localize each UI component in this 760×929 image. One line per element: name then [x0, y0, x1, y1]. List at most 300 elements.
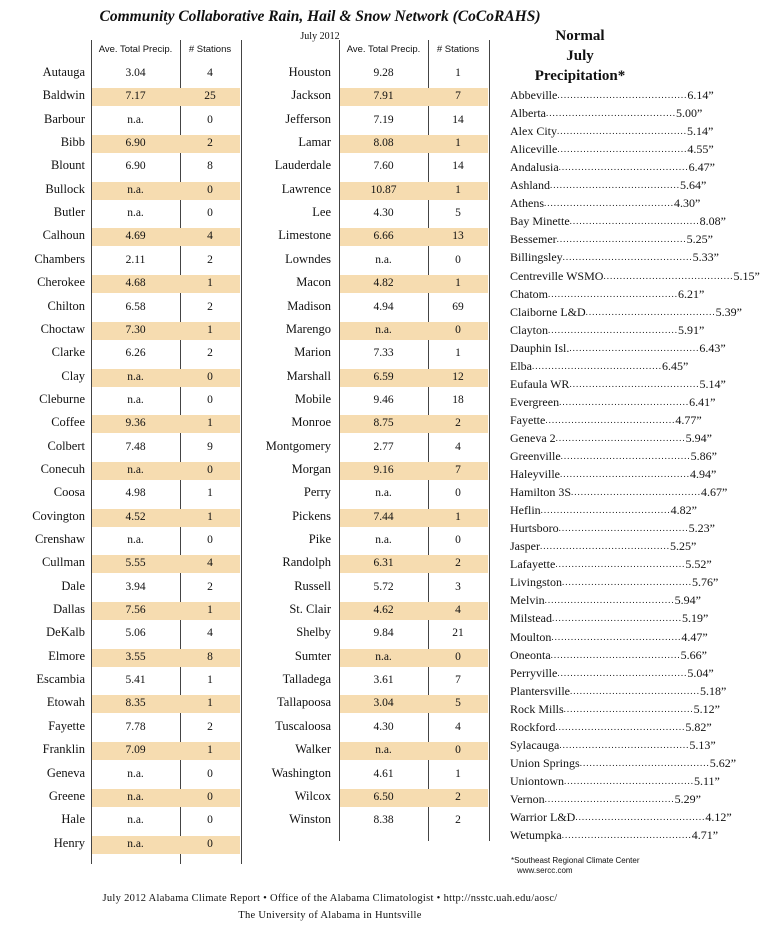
county-name: Jefferson — [285, 111, 331, 126]
county-precip: 3.55 — [125, 650, 146, 663]
county-stations: 0 — [455, 650, 461, 663]
county-name: Lawrence — [281, 181, 331, 196]
county-stations: 1 — [455, 183, 461, 196]
normal-station-row — [510, 503, 697, 518]
dot-leader: ........................................ — [561, 830, 692, 841]
county-name: Jackson — [291, 88, 331, 103]
county-precip: 5.41 — [125, 674, 146, 687]
normal-station-row — [510, 214, 726, 229]
county-precip: 7.48 — [125, 440, 146, 453]
county-stations: 2 — [455, 557, 461, 570]
county-name: Blount — [50, 158, 85, 173]
dot-leader: ........................................ — [558, 523, 689, 534]
county-name: Tallapoosa — [277, 695, 331, 710]
normal-station-value: 5.14” — [687, 124, 714, 139]
county-stations: 0 — [455, 253, 461, 266]
county-stations: 1 — [207, 323, 213, 336]
county-stations: 0 — [207, 767, 213, 780]
county-precip: 4.69 — [125, 230, 146, 243]
normal-station-row — [510, 124, 714, 139]
county-precip: 5.55 — [125, 557, 146, 570]
page-subtitle: July 2012 — [300, 31, 340, 42]
county-name: DeKalb — [46, 625, 85, 640]
county-stations: 0 — [207, 790, 213, 803]
normal-station-name: Vernon — [510, 791, 545, 806]
county-precip: 3.94 — [125, 580, 146, 593]
normal-station-name: Ashland — [510, 178, 550, 193]
dot-leader: ........................................ — [569, 216, 700, 227]
dot-leader: ........................................ — [552, 613, 682, 624]
normal-station-value: 6.47” — [688, 160, 715, 175]
county-precip: 7.30 — [125, 323, 146, 336]
normal-station-row — [510, 232, 713, 247]
normal-station-row — [510, 539, 697, 554]
normal-station-name: Lafayette — [510, 557, 556, 572]
county-stations: 1 — [455, 67, 461, 79]
county-precip: 6.90 — [125, 137, 146, 150]
county-stations: 0 — [207, 370, 213, 383]
normal-station-name: Greenville — [510, 449, 561, 463]
county-name: Autauga — [42, 65, 85, 79]
normal-station-value: 5.33” — [692, 250, 719, 265]
county-precip: 4.98 — [125, 487, 146, 500]
county-precip: n.a. — [375, 744, 392, 757]
normal-station-row — [510, 178, 707, 193]
normal-station-name: Melvin — [510, 593, 545, 608]
normal-station-value: 5.18” — [700, 683, 727, 698]
normal-station-row — [510, 250, 719, 265]
normal-station-name: Elba — [510, 358, 532, 373]
county-name: Walker — [295, 742, 331, 757]
dot-leader: ........................................ — [569, 342, 700, 353]
county-stations: 4 — [207, 557, 213, 570]
normal-heading-line3: Precipitation* — [534, 68, 626, 84]
county-precip: 4.68 — [125, 277, 146, 290]
county-stations: 0 — [207, 393, 213, 406]
dot-leader: ........................................ — [562, 577, 693, 588]
county-stations: 13 — [452, 230, 464, 243]
county-name: Marengo — [285, 321, 331, 336]
normal-station-row — [510, 322, 705, 338]
county-precip: 7.09 — [125, 744, 146, 757]
county-precip: 7.33 — [373, 347, 394, 360]
county-precip: 7.17 — [125, 90, 146, 103]
footer-line2: The University of Alabama in Huntsville — [238, 910, 422, 921]
normal-station-value: 4.82” — [670, 503, 697, 518]
normal-station-name: Alberta — [510, 106, 546, 121]
county-stations: 0 — [455, 744, 461, 757]
county-precip: 9.16 — [373, 463, 394, 476]
normal-station-row — [510, 557, 712, 572]
normal-station-value: 5.12” — [693, 701, 720, 716]
county-stations: 1 — [455, 767, 461, 780]
normal-station-row — [510, 485, 728, 500]
county-precip: n.a. — [127, 767, 144, 780]
county-stations: 21 — [452, 627, 464, 640]
dot-leader: ........................................ — [550, 649, 681, 660]
county-precip: 6.90 — [125, 160, 146, 173]
county-precip: n.a. — [127, 814, 144, 827]
normal-station-row — [510, 810, 732, 825]
county-precip: 4.61 — [373, 767, 394, 780]
normal-station-row — [510, 88, 714, 103]
footer-line1: July 2012 Alabama Climate Report • Office of the Alabama Climatologist • http://nsstc.uah.edu/aosc/ — [102, 893, 558, 904]
county-precip: n.a. — [375, 253, 392, 266]
county-name: Mobile — [294, 391, 331, 406]
county-precip: 9.28 — [373, 67, 394, 79]
county-name: Clarke — [51, 345, 85, 360]
normal-station-value: 5.19” — [682, 611, 709, 626]
normal-station-name: Abbeville — [510, 88, 558, 102]
county-stations: 5 — [455, 207, 461, 220]
normal-station-value: 5.76” — [692, 575, 719, 590]
county-precip: n.a. — [375, 650, 392, 663]
county-stations: 7 — [455, 674, 461, 687]
county-stations: 0 — [207, 534, 213, 546]
county-stations: 69 — [452, 300, 464, 313]
county-name: Randolph — [282, 555, 331, 570]
county-name: Marion — [294, 345, 331, 360]
normal-station-name: Rock Mills — [510, 701, 564, 716]
dot-leader: ........................................ — [564, 775, 694, 786]
county-stations: 0 — [207, 463, 213, 476]
normal-station-value: 4.30” — [674, 196, 701, 211]
normal-station-value: 5.39” — [715, 304, 742, 319]
county-name: Fayette — [48, 718, 85, 733]
normal-station-row — [510, 160, 715, 175]
county-stations: 14 — [452, 113, 464, 126]
normal-station-name: Hamilton 3S — [510, 485, 572, 500]
dot-leader: ........................................ — [548, 288, 678, 299]
county-precip: 7.60 — [373, 160, 394, 173]
county-precip: 8.75 — [373, 417, 394, 430]
dot-leader: ........................................ — [555, 432, 686, 443]
county-stations: 1 — [207, 604, 213, 617]
normal-station-value: 5.91” — [678, 322, 705, 337]
normal-heading-line1: Normal — [555, 28, 605, 44]
dot-leader: ........................................ — [562, 252, 693, 263]
county-name: Elmore — [48, 648, 85, 663]
page-title: Community Collaborative Rain, Hail & Snow Network (CoCoRAHS) — [99, 8, 541, 25]
normal-station-value: 5.11” — [694, 773, 720, 788]
county-stations: 2 — [455, 790, 461, 803]
normal-station-value: 5.62” — [709, 755, 737, 770]
county-precip: n.a. — [127, 393, 144, 406]
normal-station-value: 6.41” — [689, 394, 716, 409]
normal-station-name: Claiborne L&D — [510, 304, 586, 319]
stations-column-header: # Stations — [436, 44, 480, 55]
normal-station-name: Warrior L&D — [510, 810, 576, 824]
normal-station-value: 5.86” — [690, 449, 717, 463]
county-name: Wilcox — [294, 788, 331, 803]
dot-leader: ........................................ — [575, 812, 706, 822]
county-precip: 4.52 — [125, 510, 146, 523]
county-stations: 2 — [207, 253, 213, 266]
county-name: Limestone — [278, 228, 331, 243]
county-stations: 4 — [207, 627, 213, 640]
county-stations: 3 — [455, 580, 461, 593]
normal-station-name: Haleyville — [510, 467, 560, 482]
county-precip: 4.82 — [373, 277, 394, 290]
normal-station-name: Oneonta — [510, 647, 551, 662]
county-name: Escambia — [36, 672, 85, 687]
normal-station-name: Hurtsboro — [510, 521, 559, 536]
normal-station-name: Livingston — [510, 575, 563, 590]
normal-station-name: Clayton — [510, 322, 548, 337]
county-stations: 8 — [207, 160, 213, 173]
normal-station-row — [510, 701, 720, 717]
county-stations: 7 — [455, 90, 461, 103]
normal-station-row — [510, 719, 712, 735]
dot-leader: ........................................ — [557, 90, 688, 100]
county-stations: 2 — [207, 720, 213, 733]
county-precip: 9.84 — [373, 627, 394, 640]
footnote-url: www.sercc.com — [517, 866, 573, 875]
county-name: Marshall — [286, 368, 331, 383]
normal-station-value: 5.14” — [699, 376, 726, 391]
county-stations: 5 — [455, 697, 461, 710]
normal-station-row — [510, 412, 702, 428]
county-stations: 4 — [207, 230, 213, 243]
county-name: Pike — [308, 532, 331, 546]
county-precip: 6.31 — [373, 557, 394, 570]
normal-station-row — [510, 286, 705, 302]
normal-station-value: 6.45” — [662, 358, 689, 373]
stations-column-header: # Stations — [188, 44, 232, 55]
normal-station-row — [510, 521, 715, 536]
county-stations: 0 — [455, 323, 461, 336]
county-stations: 2 — [207, 137, 213, 150]
dot-leader: ........................................ — [558, 162, 689, 173]
dot-leader: ........................................ — [548, 324, 678, 335]
normal-station-value: 6.14” — [687, 88, 714, 102]
county-name: Monroe — [291, 415, 331, 430]
normal-station-value: 5.94” — [685, 430, 712, 445]
normal-station-row — [510, 358, 689, 374]
county-precip: 2.11 — [125, 253, 146, 266]
county-precip: n.a. — [127, 790, 144, 803]
county-precip: 7.44 — [373, 510, 394, 523]
county-precip: 9.46 — [373, 393, 394, 406]
county-stations: 1 — [207, 277, 213, 290]
normal-station-value: 4.94” — [689, 467, 717, 482]
normal-station-row — [510, 430, 712, 446]
county-precip: 8.38 — [373, 814, 394, 827]
normal-station-value: 5.66” — [680, 647, 707, 662]
normal-station-name: Sylacauga — [510, 737, 560, 752]
county-name: Butler — [53, 205, 85, 220]
normal-station-name: Chatom — [510, 286, 548, 301]
county-name: Dallas — [53, 602, 85, 617]
county-stations: 8 — [207, 650, 213, 663]
county-precip: n.a. — [127, 463, 144, 476]
county-stations: 1 — [455, 277, 461, 290]
dot-leader: ........................................ — [540, 541, 670, 552]
county-precip: 5.72 — [373, 580, 394, 593]
county-stations: 1 — [207, 417, 213, 430]
dot-leader: ........................................ — [556, 234, 687, 245]
normal-station-row — [510, 376, 726, 392]
county-name: Shelby — [296, 625, 331, 640]
county-name: Madison — [287, 298, 331, 313]
county-name: Lowndes — [285, 251, 331, 266]
county-name: Chilton — [47, 298, 85, 313]
normal-station-name: Union Springs — [510, 755, 580, 770]
county-name: Baldwin — [42, 88, 85, 103]
county-precip: 3.61 — [373, 674, 394, 687]
normal-station-name: Wetumpka — [510, 828, 562, 843]
county-stations: 9 — [207, 440, 213, 453]
county-stations: 25 — [204, 90, 216, 103]
normal-station-value: 5.25” — [686, 232, 713, 247]
county-precip: 6.59 — [373, 370, 394, 383]
footnote — [511, 856, 640, 876]
county-stations: 0 — [207, 814, 213, 827]
county-precip: 7.56 — [125, 604, 146, 617]
county-name: Lamar — [298, 135, 331, 150]
normal-station-value: 5.00” — [675, 106, 703, 121]
county-precip: n.a. — [375, 323, 392, 336]
county-stations: 1 — [207, 744, 213, 757]
county-name: Etowah — [46, 695, 85, 710]
county-stations: 0 — [455, 487, 461, 500]
county-name: Morgan — [291, 461, 331, 476]
normal-station-row — [510, 593, 701, 608]
normal-station-row — [510, 647, 707, 663]
dot-leader: ........................................ — [603, 270, 734, 281]
county-name: Tuscaloosa — [275, 718, 331, 733]
dot-leader: ........................................ — [557, 667, 688, 678]
county-precip: 8.08 — [373, 137, 394, 150]
county-name: Clay — [61, 368, 85, 383]
normal-station-value: 5.29” — [674, 791, 701, 806]
county-name: Calhoun — [42, 228, 85, 243]
normal-station-name: Eufaula WR — [510, 376, 570, 391]
county-precip: 9.36 — [125, 417, 146, 430]
normal-station-value: 5.04” — [687, 665, 714, 680]
normal-station-row — [510, 449, 717, 464]
county-precip: 6.58 — [125, 300, 146, 313]
county-name: Talladega — [282, 672, 331, 687]
county-stations: 18 — [452, 393, 464, 406]
normal-station-name: Plantersville — [510, 683, 570, 698]
county-name: Winston — [289, 812, 331, 827]
precip-column-header: Ave. Total Precip. — [346, 44, 421, 55]
county-name: Colbert — [47, 438, 85, 453]
county-stations: 1 — [207, 697, 213, 710]
county-name: Barbour — [44, 111, 85, 126]
county-name: Pickens — [292, 508, 331, 523]
normal-station-row — [510, 268, 760, 284]
county-precip: n.a. — [375, 487, 392, 500]
county-name: Covington — [32, 508, 85, 523]
normal-station-name: Athens — [510, 196, 544, 211]
county-stations: 2 — [207, 347, 213, 360]
normal-station-name: Aliceville — [510, 142, 558, 157]
normal-station-value: 4.67” — [701, 485, 728, 500]
county-stations: 0 — [455, 534, 461, 546]
normal-station-row — [510, 106, 703, 121]
dot-leader: ........................................ — [557, 144, 688, 155]
normal-station-value: 6.43” — [699, 340, 726, 355]
county-stations: 4 — [455, 604, 461, 617]
normal-station-row — [510, 611, 709, 626]
normal-station-row — [510, 575, 719, 590]
dot-leader: ........................................ — [550, 180, 680, 191]
normal-station-name: Billingsley — [510, 250, 563, 265]
normal-station-row — [510, 304, 742, 320]
county-stations: 0 — [207, 183, 213, 196]
normal-station-name: Centreville WSMO — [510, 268, 604, 283]
normal-station-value: 5.64” — [680, 178, 707, 193]
county-precip: 6.50 — [373, 790, 394, 803]
county-stations: 2 — [455, 814, 461, 827]
normal-station-value: 5.52” — [685, 557, 712, 572]
county-stations: 4 — [455, 440, 461, 453]
dot-leader: ........................................ — [559, 396, 690, 407]
normal-station-name: Evergreen — [510, 394, 560, 409]
county-precip: 5.06 — [125, 627, 146, 640]
county-name: Montgomery — [265, 438, 331, 453]
county-name: Conecuh — [40, 461, 85, 476]
normal-station-row — [510, 683, 727, 699]
county-name: Coosa — [53, 485, 85, 500]
dot-leader: ........................................ — [532, 360, 662, 371]
normal-station-value: 5.15” — [733, 268, 760, 283]
dot-leader: ........................................ — [563, 703, 694, 714]
normal-station-row — [510, 773, 720, 789]
normal-station-name: Jasper — [510, 539, 540, 554]
county-stations: 2 — [455, 417, 461, 430]
county-stations: 4 — [455, 720, 461, 733]
county-stations: 7 — [455, 463, 461, 476]
dot-leader: ........................................ — [540, 505, 671, 516]
normal-station-row — [510, 142, 714, 157]
county-name: Bullock — [45, 181, 85, 196]
normal-station-name: Bessemer — [510, 232, 557, 247]
normal-station-value: 8.08” — [699, 214, 726, 229]
county-precip: 6.26 — [125, 347, 146, 360]
normal-station-row — [510, 394, 716, 410]
dot-leader: ........................................ — [555, 559, 686, 570]
dot-leader: ........................................ — [559, 739, 690, 750]
county-precip: 4.30 — [373, 720, 394, 733]
county-precip: n.a. — [375, 534, 392, 546]
county-name: Lee — [312, 205, 331, 220]
dot-leader: ........................................ — [555, 721, 686, 732]
county-name: Bibb — [60, 135, 85, 150]
county-stations: 0 — [207, 837, 213, 850]
normal-station-value: 4.55” — [687, 142, 714, 157]
normal-station-value: 5.23” — [688, 521, 715, 536]
normal-station-value: 4.77” — [675, 412, 702, 427]
county-name: Hale — [61, 812, 85, 827]
dot-leader: ........................................ — [569, 378, 700, 389]
county-name: St. Clair — [289, 602, 331, 617]
normal-station-name: Dauphin Isl. — [510, 340, 570, 355]
dot-leader: ........................................ — [544, 198, 674, 209]
normal-station-name: Perryville — [510, 665, 558, 680]
dot-leader: ........................................ — [557, 126, 687, 137]
county-name: Crenshaw — [35, 532, 85, 546]
dot-leader: ........................................ — [559, 469, 690, 480]
county-name: Washington — [271, 765, 331, 780]
precip-column-header: Ave. Total Precip. — [98, 44, 173, 55]
county-name: Russell — [294, 578, 331, 593]
county-stations: 0 — [207, 207, 213, 220]
normal-station-value: 5.82” — [685, 719, 712, 734]
county-stations: 0 — [207, 113, 213, 126]
